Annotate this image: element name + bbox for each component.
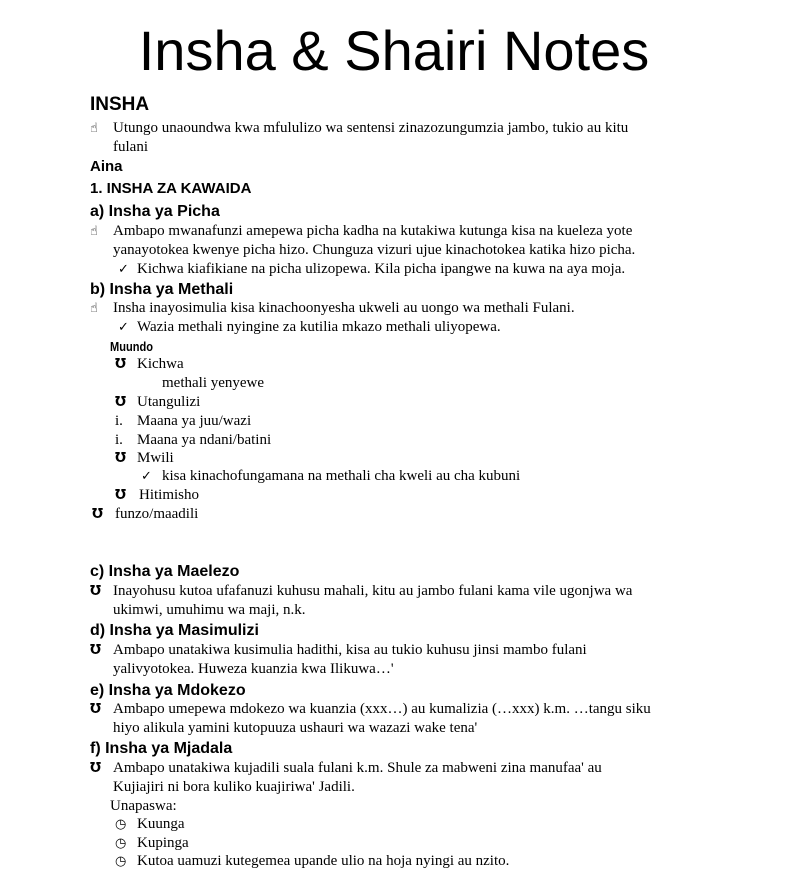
item-kutoa: Kutoa uamuzi kutegemea upande ulio na hoja nyingi au nzito. bbox=[137, 853, 510, 869]
list-number: i. bbox=[115, 432, 123, 448]
heading-maelezo: c) Insha ya Maelezo bbox=[90, 563, 240, 580]
check-icon: ✓ bbox=[118, 262, 129, 277]
arrow-bullet-icon: Ʊ bbox=[90, 702, 102, 717]
item-mwili: Mwili bbox=[137, 450, 174, 466]
bullet-text: Ambapo umepewa mdokezo wa kuanzia (xxx…) au kumalizia (…xxx) k.m. …tangu siku bbox=[113, 701, 651, 717]
arrow-bullet-icon: Ʊ bbox=[115, 395, 127, 410]
item-hitimisho: Hitimisho bbox=[139, 487, 200, 503]
arrow-bullet-icon: Ʊ bbox=[115, 488, 127, 503]
heading-kawaida: 1. INSHA ZA KAWAIDA bbox=[90, 180, 252, 197]
bullet-text: Insha inayosimulia kisa kinachoonyesha ukweli au uongo wa methali Fulani. bbox=[113, 300, 575, 316]
heading-mdokezo: e) Insha ya Mdokezo bbox=[90, 682, 246, 699]
arrow-bullet-icon: Ʊ bbox=[115, 357, 127, 372]
clock-icon: ◷ bbox=[115, 836, 127, 851]
item-juu: Maana ya juu/wazi bbox=[137, 413, 252, 429]
check-text: Wazia methali nyingine za kutilia mkazo methali uliyopewa. bbox=[137, 319, 501, 335]
heading-aina: Aina bbox=[90, 158, 123, 175]
bullet-text: Ambapo unatakiwa kujadili suala fulani k.m. Shule za mabweni zina manufaa' au bbox=[113, 760, 602, 776]
arrow-bullet-icon: Ʊ bbox=[90, 761, 102, 776]
heading-picha: a) Insha ya Picha bbox=[90, 203, 220, 220]
clock-icon: ◷ bbox=[115, 817, 127, 832]
arrow-bullet-icon: Ʊ bbox=[90, 584, 102, 599]
item-methali: methali yenyewe bbox=[162, 375, 265, 391]
item-funzo: funzo/maadili bbox=[115, 506, 199, 522]
list-number: i. bbox=[115, 413, 123, 429]
bullet-text: yalivyotokea. Huweza kuanzia kwa Ilikuwa…' bbox=[113, 661, 394, 677]
hand-icon: ☝ bbox=[90, 121, 98, 136]
item-kupinga: Kupinga bbox=[137, 835, 189, 851]
hand-icon: ☝ bbox=[90, 301, 98, 316]
unapaswa-label: Unapaswa: bbox=[110, 798, 177, 814]
definition-line: fulani bbox=[113, 139, 148, 155]
bullet-text: Kujiajiri ni bora kuliko kuajiriwa' Jadili. bbox=[113, 779, 355, 795]
heading-masimulizi: d) Insha ya Masimulizi bbox=[90, 622, 259, 639]
check-icon: ✓ bbox=[141, 469, 152, 484]
document-title: Insha & Shairi Notes bbox=[138, 19, 650, 82]
definition-line: Utungo unaoundwa kwa mfululizo wa sentensi zinazozungumzia jambo, tukio au kitu bbox=[113, 120, 629, 136]
check-text: Kichwa kiafikiane na picha ulizopewa. Kila picha ipangwe na kuwa na aya moja. bbox=[137, 261, 626, 277]
arrow-bullet-icon: Ʊ bbox=[92, 507, 104, 522]
muundo-label: Muundo bbox=[110, 339, 153, 354]
bullet-text: yanayotokea kwenye picha hizo. Chunguza vizuri ujue kinachotokea katika hizo picha. bbox=[113, 242, 636, 258]
bullet-text: hiyo alikula yamini kutopuuza ushauri wa wazazi wake tena' bbox=[113, 720, 478, 736]
check-icon: ✓ bbox=[118, 320, 129, 335]
clock-icon: ◷ bbox=[115, 854, 127, 869]
heading-insha: INSHA bbox=[90, 94, 150, 115]
item-kuunga: Kuunga bbox=[137, 816, 185, 832]
hand-icon: ☝ bbox=[90, 224, 98, 239]
bullet-text: ukimwi, umuhimu wa maji, n.k. bbox=[113, 602, 306, 618]
bullet-text: Inayohusu kutoa ufafanuzi kuhusu mahali, kitu au jambo fulani kama vile ugonjwa wa bbox=[113, 583, 633, 599]
item-kichwa: Kichwa bbox=[137, 356, 184, 372]
bullet-text: Ambapo mwanafunzi amepewa picha kadha na kutakiwa kutunga kisa na kueleza yote bbox=[113, 223, 633, 239]
item-ndani: Maana ya ndani/batini bbox=[137, 432, 272, 448]
heading-mjadala: f) Insha ya Mjadala bbox=[90, 740, 233, 757]
item-utangulizi: Utangulizi bbox=[137, 394, 201, 410]
bullet-text: Ambapo unatakiwa kusimulia hadithi, kisa au tukio kuhusu jinsi mambo fulani bbox=[113, 642, 587, 658]
arrow-bullet-icon: Ʊ bbox=[115, 451, 127, 466]
heading-methali: b) Insha ya Methali bbox=[90, 281, 234, 298]
item-kisa: kisa kinachofungamana na methali cha kweli au cha kubuni bbox=[162, 468, 521, 484]
arrow-bullet-icon: Ʊ bbox=[90, 643, 102, 658]
